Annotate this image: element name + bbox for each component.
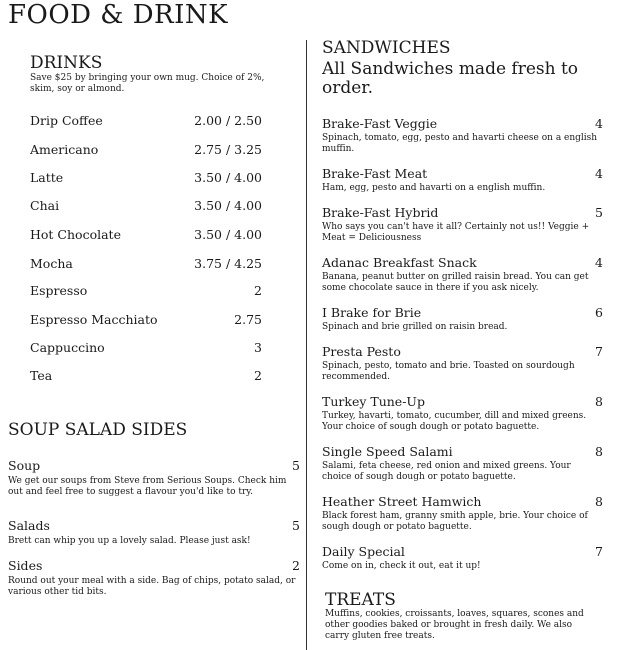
drink-price: 2.75 <box>234 312 262 327</box>
sandwich-price: 8 <box>595 494 603 509</box>
drink-name: Cappuccino <box>30 340 105 355</box>
sandwich-item <box>322 344 603 383</box>
drink-name: Mocha <box>30 256 73 271</box>
side-name: Soup <box>8 458 41 473</box>
side-item <box>8 558 300 598</box>
sandwich-description: Banana, peanut butter on grilled raisin bread. You can get some chocolate sauce in there if you ask nicely. <box>322 272 589 293</box>
drink-price: 3.50 / 4.00 <box>194 198 262 213</box>
drink-name: Espresso Macchiato <box>30 312 158 327</box>
sandwich-description: Who says you can't have it all? Certainly not us!! Veggie + Meat = Deliciousness <box>322 222 590 243</box>
sandwich-price: 8 <box>595 394 603 409</box>
drink-name: Tea <box>30 368 53 383</box>
drink-item <box>30 170 262 185</box>
sandwich-price: 6 <box>595 305 603 320</box>
sandwich-name: Presta Pesto <box>322 344 401 359</box>
sandwich-description: Black forest ham, granny smith apple, brie. Your choice of sough dough or potato baguette. <box>322 511 588 532</box>
sandwich-name: Brake-Fast Hybrid <box>322 205 439 220</box>
drink-price: 3.75 / 4.25 <box>194 256 262 271</box>
sandwich-item <box>322 205 603 244</box>
drink-item <box>30 113 262 128</box>
drink-name: Espresso <box>30 283 88 298</box>
sandwich-description: Come on in, check it out, eat it up! <box>322 561 481 571</box>
drink-name: Drip Coffee <box>30 113 103 128</box>
sandwich-name: Single Speed Salami <box>322 444 453 459</box>
sandwich-name: I Brake for Brie <box>322 305 422 320</box>
sandwich-item-header <box>322 116 603 131</box>
drink-name: Hot Chocolate <box>30 227 121 242</box>
sandwich-item <box>322 255 603 294</box>
drink-item <box>30 283 262 298</box>
sandwich-item-header <box>322 205 603 220</box>
sandwich-description: Spinach and brie grilled on raisin bread. <box>322 322 508 332</box>
side-item-header <box>8 458 300 473</box>
side-description: Brett can whip you up a lovely salad. Please just ask! <box>8 536 251 546</box>
sandwich-price: 7 <box>595 544 603 559</box>
page-title: FOOD & DRINK <box>8 0 229 30</box>
side-description: Round out your meal with a side. Bag of chips, potato salad, or various other tid bits. <box>8 576 296 597</box>
sandwich-item-header <box>322 344 603 359</box>
sandwich-description: Turkey, havarti, tomato, cucumber, dill and mixed greens. Your choice of sough dough or potato baguette. <box>322 411 587 432</box>
drink-name: Latte <box>30 170 64 185</box>
sandwich-item <box>322 166 603 194</box>
drink-name: Chai <box>30 198 60 213</box>
drink-name: Americano <box>30 142 99 157</box>
sandwich-item-header <box>322 494 603 509</box>
sandwich-name: Turkey Tune-Up <box>322 394 425 409</box>
drink-price: 2 <box>254 283 262 298</box>
sandwich-item-header <box>322 444 603 459</box>
side-item-header <box>8 558 300 573</box>
side-item <box>8 518 300 547</box>
drink-item <box>30 142 262 157</box>
sandwich-item <box>322 444 603 483</box>
drink-item <box>30 312 262 327</box>
side-price: 5 <box>292 458 300 473</box>
sandwich-name: Heather Street Hamwich <box>322 494 482 509</box>
sandwich-name: Brake-Fast Veggie <box>322 116 438 131</box>
side-name: Salads <box>8 518 50 533</box>
sandwich-item <box>322 116 603 155</box>
drink-price: 3 <box>254 340 262 355</box>
side-description: We get our soups from Steve from Serious Soups. Check him out and feel free to suggest a flavour you'd like to try. <box>8 476 287 497</box>
sandwich-price: 4 <box>595 255 603 270</box>
drink-price: 3.50 / 4.00 <box>194 227 262 242</box>
side-item-header <box>8 518 300 533</box>
sandwich-item <box>322 544 603 572</box>
sandwich-description: Salami, feta cheese, red onion and mixed greens. Your choice of sough dough or potato baguette. <box>322 461 571 482</box>
sandwiches-heading: SANDWICHES <box>322 38 451 58</box>
sides-heading: SOUP SALAD SIDES <box>8 420 188 440</box>
sandwich-name: Brake-Fast Meat <box>322 166 428 181</box>
sandwich-price: 4 <box>595 166 603 181</box>
sandwiches-subheading: All Sandwiches made fresh to order. <box>322 59 579 98</box>
drink-item <box>30 256 262 271</box>
treats-description: Muffins, cookies, croissants, loaves, squares, scones and other goodies baked or brought in fresh daily. We also carry gluten free treats. <box>325 609 584 641</box>
side-item <box>8 458 300 498</box>
drinks-note: Save $25 by bringing your own mug. Choice of 2%, skim, soy or almond. <box>30 73 265 94</box>
sandwich-item-header <box>322 394 603 409</box>
drink-item <box>30 368 262 383</box>
sandwich-item-header <box>322 255 603 270</box>
drink-item <box>30 340 262 355</box>
sandwich-description: Spinach, tomato, egg, pesto and havarti cheese on a english muffin. <box>322 133 598 154</box>
sandwich-price: 5 <box>595 205 603 220</box>
drink-price: 2 <box>254 368 262 383</box>
sandwich-name: Daily Special <box>322 544 405 559</box>
sandwich-item <box>322 394 603 433</box>
sandwich-item <box>322 494 603 533</box>
drink-item <box>30 198 262 213</box>
sandwich-name: Adanac Breakfast Snack <box>322 255 477 270</box>
sandwich-item-header <box>322 166 603 181</box>
sandwich-description: Ham, egg, pesto and havarti on a english muffin. <box>322 183 546 193</box>
treats-heading: TREATS <box>325 590 396 610</box>
side-price: 2 <box>292 558 300 573</box>
sandwich-item-header <box>322 305 603 320</box>
sandwich-price: 7 <box>595 344 603 359</box>
drink-price: 2.00 / 2.50 <box>194 113 262 128</box>
sandwich-price: 4 <box>595 116 603 131</box>
sandwich-item <box>322 305 603 333</box>
sandwich-item-header <box>322 544 603 559</box>
side-price: 5 <box>292 518 300 533</box>
drinks-heading: DRINKS <box>30 53 103 73</box>
drink-price: 3.50 / 4.00 <box>194 170 262 185</box>
drink-price: 2.75 / 3.25 <box>194 142 262 157</box>
column-divider <box>306 40 307 650</box>
sandwich-description: Spinach, pesto, tomato and brie. Toasted on sourdough recommended. <box>322 361 575 382</box>
sandwich-price: 8 <box>595 444 603 459</box>
side-name: Sides <box>8 558 43 573</box>
drink-item <box>30 227 262 242</box>
